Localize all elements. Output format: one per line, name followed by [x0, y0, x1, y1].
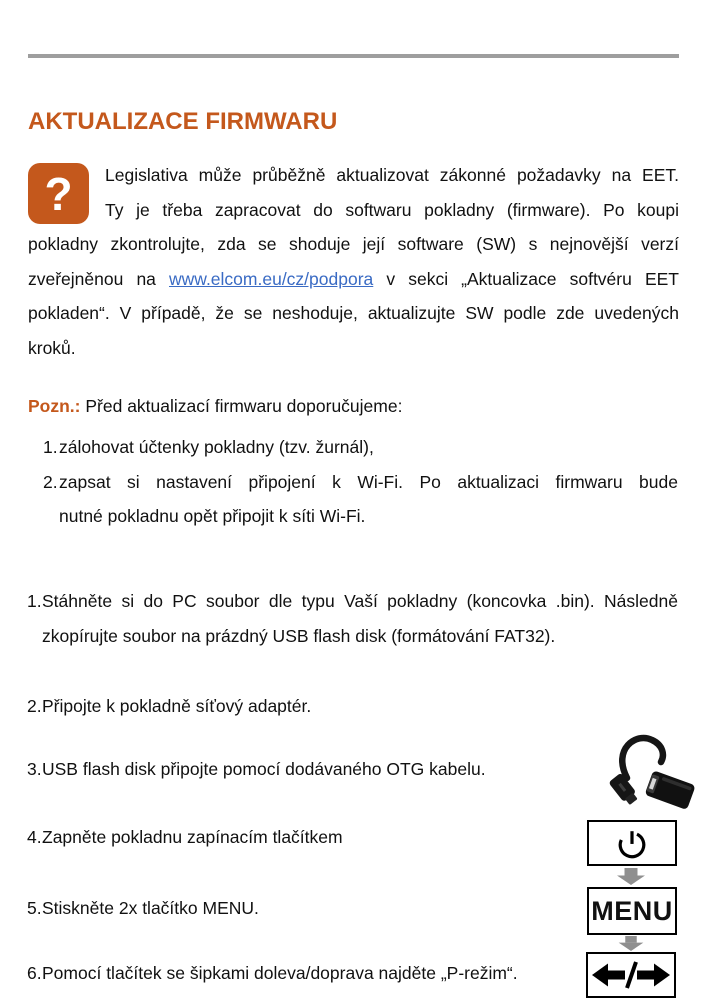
- step-5: [27, 891, 259, 926]
- intro-line: [28, 262, 679, 297]
- question-icon-glyph: ?: [44, 167, 73, 220]
- step-text: zkopírujte soubor na prázdný USB flash disk (formátování FAT32).: [42, 625, 556, 646]
- step-number: 5.: [27, 898, 42, 918]
- intro-line: Ty je třeba zapracovat do softwaru pokladny (firmware). Po koupi: [105, 199, 679, 220]
- down-arrow-icon: [617, 868, 645, 885]
- intro-paragraph: [28, 158, 679, 365]
- menu-button-image: [587, 887, 677, 935]
- question-icon: [28, 163, 89, 224]
- arrow-keys-image: [586, 952, 676, 998]
- menu-button-label: MENU: [591, 895, 673, 926]
- intro-line: Legislativa může průběžně aktualizovat zákonné požadavky na EET.: [105, 165, 679, 185]
- step-text: Stiskněte 2x tlačítko MENU.: [42, 898, 259, 918]
- intro-line-text: v sekci „Aktualizace softvéru EET: [373, 268, 679, 289]
- page-title: AKTUALIZACE FIRMWARU: [28, 108, 338, 135]
- step-text: USB flash disk připojte pomocí dodávaného OTG kabelu.: [42, 759, 486, 779]
- step-number: 6.: [27, 963, 42, 983]
- step-text: Zapněte pokladnu zapínacím tlačítkem: [42, 827, 343, 847]
- power-icon: [615, 826, 649, 860]
- list-item-text: zálohovat účtenky pokladny (tzv. žurnál),: [59, 437, 374, 457]
- power-button-image: [587, 820, 677, 866]
- intro-line: pokladny zkontrolujte, zda se shoduje její software (SW) s nejnovější verzí: [28, 234, 679, 254]
- note: [28, 389, 679, 424]
- intro-line: kroků.: [28, 337, 76, 358]
- list-item: [43, 465, 678, 534]
- top-rule: [28, 54, 679, 58]
- list-item-text: nutné pokladnu opět připojit k síti Wi-Fi.: [59, 506, 366, 526]
- step-2: [27, 689, 311, 724]
- step-number: 3.: [27, 759, 42, 779]
- left-right-arrows-icon: [592, 961, 670, 989]
- intro-line: pokladen“. V případě, že se neshoduje, aktualizujte SW podle zde uvedených: [28, 303, 679, 323]
- step-text: Pomocí tlačítek se šipkami doleva/doprava najděte „P-režim“.: [42, 963, 518, 983]
- list-item-number: 1.: [43, 437, 58, 457]
- note-list: [43, 430, 678, 534]
- down-arrow-icon: [617, 936, 645, 951]
- step-text: Připojte k pokladně síťový adaptér.: [42, 696, 312, 716]
- step-4: [27, 820, 343, 855]
- step-6: [27, 956, 518, 991]
- otg-cable-image: [604, 731, 700, 819]
- step-1: [27, 584, 678, 653]
- support-link[interactable]: www.elcom.eu/cz/podpora: [169, 268, 374, 289]
- step-number: 2.: [27, 696, 42, 716]
- step-number: 1.: [27, 591, 42, 611]
- step-number: 4.: [27, 827, 42, 847]
- intro-line-text: zveřejněnou na: [28, 268, 169, 289]
- note-text: Před aktualizací firmwaru doporučujeme:: [80, 396, 403, 416]
- note-label: Pozn.:: [28, 396, 81, 416]
- list-item-number: 2.: [43, 471, 58, 492]
- list-item: [43, 430, 678, 465]
- step-text: Stáhněte si do PC soubor dle typu Vaší pokladny (koncovka .bin). Následně: [42, 591, 678, 611]
- step-3: [27, 752, 486, 787]
- list-item-text: zapsat si nastavení připojení k Wi-Fi. Po aktualizaci firmwaru bude: [59, 471, 678, 492]
